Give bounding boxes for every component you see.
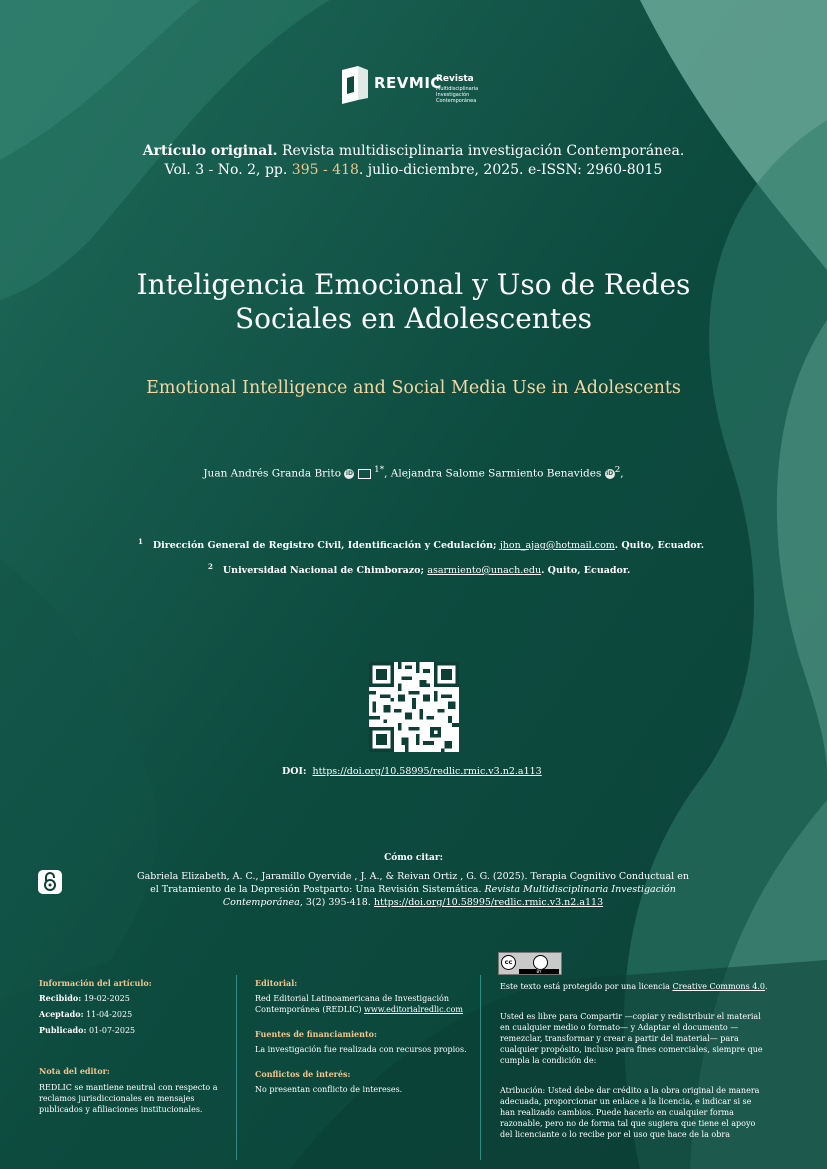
affiliation-email-link[interactable]: asarmiento@unach.edu xyxy=(427,565,542,577)
orcid-icon[interactable]: iD xyxy=(345,469,353,477)
author-2: , Alejandra Salome Sarmiento Benavides xyxy=(384,467,602,480)
license-line: Este texto está protegido por una licencia Creative Commons 4.0. xyxy=(500,982,768,991)
affiliation-1: $^1$ Dirección General de Registro Civil, Identificación y Cedulación; jhon_ajag@hotmail.com. Quito, Ecuador. xyxy=(138,537,705,552)
journal-name: Revista multidisciplinaria investigación Contemporánea. xyxy=(277,143,685,159)
creative-commons-link[interactable]: Creative Commons 4.0 xyxy=(672,982,765,991)
editorial-website-link[interactable]: www.editorialredlic.com xyxy=(364,1005,464,1014)
page-end: 418 xyxy=(332,162,359,178)
qr-code[interactable] xyxy=(369,662,459,752)
journal-info xyxy=(0,142,827,180)
received-date: Recibido: 19-02-2025 xyxy=(39,993,130,1003)
volume-line: Vol. 3 - No. 2, pp. 395 - 418. julio-diciembre, 2025. e-ISSN: 2960-8015 xyxy=(164,162,663,178)
by-label: BY xyxy=(519,969,559,974)
license-attribution-text: Atribución: Usted debe dar crédito a la obra original de manera adecuada, proporcionar un enlace a la licencia, e indicar si se han realizado cambios. Puede hacerlo en cualquier forma razonable, pero no de forma tal que sugiera que tiene el apoyo del licenciante o lo recibe por el uso que hace de la obra xyxy=(500,1086,760,1139)
editorial-column xyxy=(255,978,470,1095)
column-divider xyxy=(236,975,237,1160)
orcid-icon[interactable]: iD xyxy=(606,469,614,477)
affiliation-email-link[interactable]: jhon_ajag@hotmail.com xyxy=(499,540,615,552)
article-subtitle-english: Emotional Intelligence and Social Media Use in Adolescents xyxy=(146,378,681,398)
citation-journal: Revista Multidisciplinaria Investigación Contemporánea xyxy=(222,884,676,908)
author-1: Juan Andrés Granda Brito xyxy=(203,467,342,480)
journal-logo xyxy=(340,64,490,106)
license-share-text: Usted es libre para Compartir —copiar y redistribuir el material en cualquier medio o formato— y Adaptar el documento —remezclar, transformar y crear a partir del material— para cualquier propósito, incluso para fines comerciales, siempre que cumpla la condición de: xyxy=(500,1012,763,1065)
column-divider xyxy=(480,975,481,1160)
editorial-heading: Editorial: xyxy=(255,978,298,988)
license-column xyxy=(500,981,768,1140)
conflict-heading: Conflictos de interés: xyxy=(255,1069,351,1079)
authors: Juan Andrés Granda Brito iD $^{1*}$, Alejandra Salome Sarmiento Benavides $iD^2$, xyxy=(203,465,624,480)
accepted-date: Aceptado: 11-04-2025 xyxy=(39,1009,133,1019)
cc-by-badge[interactable] xyxy=(498,952,562,975)
published-date: Publicado: 01-07-2025 xyxy=(39,1025,136,1035)
article-type: Artículo original. xyxy=(142,143,278,159)
page-start: 395 xyxy=(291,162,319,178)
citation-text: Gabriela Elizabeth, A. C., Jaramillo Oyervide , J. A., & Reivan Ortiz , G. G. (2025). Terapia Cognitivo Conductual en el Tratamiento de la Depresión Postparto: Una Revisión Sistemática. Revista Multidisciplinaria Investigación Contemporánea, 3(2) 395-418. https://doi.org/10.58995/redlic.rmic.v3.n2.a113 xyxy=(137,871,689,908)
article-title: Inteligencia Emocional y Uso de Redes Sociales en Adolescentes xyxy=(136,268,691,335)
article-info-column xyxy=(39,978,229,1115)
attribution-icon xyxy=(533,955,548,970)
editor-note-heading: Nota del editor: xyxy=(39,1066,110,1076)
editorial-text: Red Editorial Latinoamericana de Investigación Contemporánea (REDLIC) www.editorialredlic.com xyxy=(255,994,464,1014)
open-access-icon xyxy=(38,870,62,894)
funding-text: La investigación fue realizada con recursos propios. xyxy=(255,1045,467,1054)
doi-label: DOI: xyxy=(282,766,307,777)
citation-heading: Cómo citar: xyxy=(384,853,443,863)
conflict-text: No presentan conflicto de intereses. xyxy=(255,1085,403,1094)
citation-doi-link[interactable]: https://doi.org/10.58995/redlic.rmic.v3.n2.a113 xyxy=(373,897,604,908)
logo-line2: Multidisciplinaria Investigación Contemporánea xyxy=(436,86,479,104)
cc-icon: cc xyxy=(501,955,516,970)
logo-line1: Revista xyxy=(436,74,474,84)
funding-heading: Fuentes de financiamiento: xyxy=(255,1029,377,1039)
email-icon[interactable] xyxy=(358,469,371,479)
logo-wordmark: REVMIC xyxy=(374,74,442,92)
affiliation-2: $^2$ Universidad Nacional de Chimborazo; asarmiento@unach.edu. Quito, Ecuador. xyxy=(208,562,631,577)
doi-line xyxy=(282,766,542,777)
doi-link[interactable]: https://doi.org/10.58995/redlic.rmic.v3.n2.a113 xyxy=(312,766,542,777)
article-info-heading: Información del artículo: xyxy=(39,978,152,988)
book-logo-icon xyxy=(340,64,372,104)
editor-note-text: REDLIC se mantiene neutral con respecto a reclamos jurisdiccionales en mensajes publicados y afiliaciones institucionales. xyxy=(39,1083,218,1114)
